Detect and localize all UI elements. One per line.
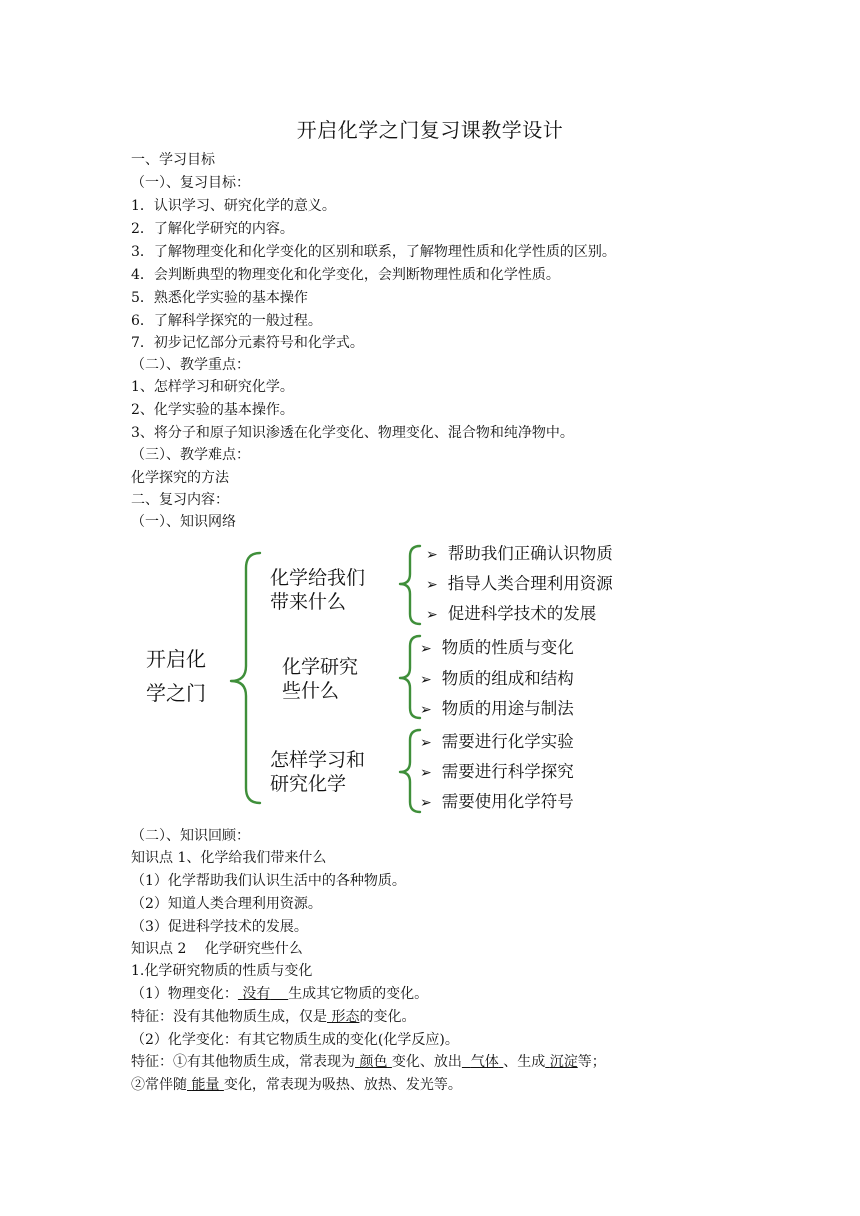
arrow-bullet-icon: ➢ <box>426 607 438 623</box>
subsection-difficulties: （三）、教学难点： <box>131 447 250 463</box>
text-segment: 变化，常表现为吸热、放热、发光等。 <box>223 1077 462 1093</box>
goal-item: 5．熟悉化学实验的基本操作 <box>131 290 308 306</box>
arrow-bullet-icon: ➢ <box>420 672 432 688</box>
filled-blank-text: 形态 <box>331 1009 360 1025</box>
mindmap-leaf-label: 需要使用化学符号 <box>441 792 574 811</box>
text-segment: 特征：没有其他物质生成，仅是 <box>131 1009 327 1025</box>
mindmap-branch-line: 研究化学 <box>270 773 347 795</box>
mindmap-leaf <box>420 668 574 691</box>
mindmap-leaf-label: 指导人类合理利用资源 <box>447 574 613 593</box>
filled-blank-text: 颜色 <box>359 1054 388 1070</box>
chemical-change-feature-2 <box>131 1075 462 1095</box>
text-segment: 特征：①有其他物质生成，常表现为 <box>131 1054 355 1070</box>
knowledge-point-1-title: 知识点 1、化学给我们带来什么 <box>131 850 327 866</box>
mindmap-branch-1 <box>270 566 365 614</box>
key-point-item: 1、怎样学习和研究化学。 <box>131 379 294 395</box>
arrow-bullet-icon: ➢ <box>420 702 432 718</box>
arrow-bullet-icon: ➢ <box>420 765 432 781</box>
arrow-bullet-icon: ➢ <box>426 577 438 593</box>
knowledge-point-item: （1）化学帮助我们认识生活中的各种物质。 <box>131 873 406 889</box>
mindmap-root-line: 学之门 <box>146 681 206 705</box>
mindmap-leaf-label: 需要进行科学探究 <box>441 762 574 781</box>
filled-blank <box>327 1009 359 1025</box>
key-point-item: 2、化学实验的基本操作。 <box>131 402 294 418</box>
text-segment: 的变化。 <box>359 1009 416 1025</box>
filled-blank-text: 能量 <box>191 1077 220 1093</box>
knowledge-point-2-title: 知识点 2 化学研究些什么 <box>131 941 303 957</box>
subsection-knowledge-review: （二）、知识回顾： <box>131 828 250 844</box>
mindmap-leaf-label: 帮助我们正确认识物质 <box>447 544 613 563</box>
knowledge-point-2-subheading: 1.化学研究物质的性质与变化 <box>131 963 313 979</box>
subsection-knowledge-network: （一）、知识网络 <box>131 514 236 530</box>
filled-blank <box>238 986 288 1002</box>
mindmap-root <box>146 642 206 710</box>
section-heading-goals: 一、学习目标 <box>131 152 215 168</box>
brace-branch-2 <box>400 636 420 718</box>
mindmap-leaf-label: 促进科学技术的发展 <box>447 604 597 623</box>
text-segment: ②常伴随 <box>131 1077 187 1093</box>
arrow-bullet-icon: ➢ <box>420 641 432 657</box>
mindmap-leaf-label: 物质的组成和结构 <box>441 669 574 688</box>
arrow-bullet-icon: ➢ <box>420 795 432 811</box>
mindmap-branch-line: 化学给我们 <box>270 567 366 589</box>
mindmap-leaf-label: 物质的用途与制法 <box>441 699 574 718</box>
filled-blank <box>355 1054 392 1070</box>
mindmap-braces <box>138 538 698 822</box>
mindmap-root-line: 开启化 <box>146 647 206 671</box>
knowledge-point-item: （3）促进科学技术的发展。 <box>131 919 308 935</box>
mindmap-leaf-label: 物质的性质与变化 <box>441 638 574 657</box>
mindmap-branch-3 <box>270 748 365 796</box>
brace-branch-3 <box>400 730 420 812</box>
goal-item: 4．会判断典型的物理变化和化学变化，会判断物理性质和化学性质。 <box>131 267 560 283</box>
subsection-review-goals: （一）、复习目标： <box>131 175 250 191</box>
mindmap-leaf <box>420 761 574 784</box>
knowledge-network-diagram <box>138 538 698 822</box>
mindmap-branch-line: 怎样学习和 <box>270 749 366 771</box>
filled-blank <box>545 1054 577 1070</box>
filled-blank <box>187 1077 224 1093</box>
filled-blank-text: 没有 <box>242 986 271 1002</box>
goal-item: 3．了解物理变化和化学变化的区别和联系，了解物理性质和化学性质的区别。 <box>131 244 616 260</box>
mindmap-leaf <box>420 637 574 660</box>
mindmap-leaf <box>426 603 596 626</box>
document-title: 开启化学之门复习课教学设计 <box>296 118 564 142</box>
brace-branch-1 <box>400 546 420 624</box>
difficulty-item: 化学探究的方法 <box>131 470 229 486</box>
filled-blank-text: 沉淀 <box>549 1054 578 1070</box>
chemical-change-feature <box>131 1052 606 1072</box>
text-segment: 等； <box>577 1054 606 1070</box>
chemical-change-definition: （2）化学变化：有其它物质生成的变化(化学反应)。 <box>131 1032 459 1048</box>
text-segment: 变化、放出 <box>391 1054 462 1070</box>
goal-item: 6．了解科学探究的一般过程。 <box>131 313 322 329</box>
section-heading-content: 二、复习内容： <box>131 492 229 508</box>
mindmap-leaf <box>420 698 574 721</box>
mindmap-leaf <box>426 543 613 566</box>
key-point-item: 3、将分子和原子知识渗透在化学变化、物理变化、混合物和纯净物中。 <box>131 425 574 441</box>
filled-blank-text: 气体 <box>470 1054 499 1070</box>
main-brace <box>231 553 260 803</box>
mindmap-leaf-label: 需要进行化学实验 <box>441 732 574 751</box>
text-segment: （1）物理变化： <box>131 986 238 1002</box>
knowledge-point-item: （2）知道人类合理利用资源。 <box>131 896 322 912</box>
mindmap-branch-line: 带来什么 <box>270 591 347 613</box>
mindmap-leaf <box>426 573 613 596</box>
subsection-key-points: （二）、教学重点： <box>131 357 250 373</box>
text-segment: 生成其它物质的变化。 <box>288 986 429 1002</box>
goal-item: 7．初步记忆部分元素符号和化学式。 <box>131 335 364 351</box>
goal-item: 1．认识学习、研究化学的意义。 <box>131 198 336 214</box>
mindmap-leaf <box>420 791 574 814</box>
mindmap-branch-line: 些什么 <box>282 680 340 702</box>
filled-blank <box>462 1054 503 1070</box>
goal-item: 2．了解化学研究的内容。 <box>131 221 294 237</box>
arrow-bullet-icon: ➢ <box>426 547 438 563</box>
text-segment: 、生成 <box>503 1054 546 1070</box>
physical-change-definition <box>131 984 428 1004</box>
mindmap-branch-2 <box>282 655 358 703</box>
mindmap-branch-line: 化学研究 <box>282 656 359 678</box>
arrow-bullet-icon: ➢ <box>420 735 432 751</box>
physical-change-feature <box>131 1007 415 1027</box>
mindmap-leaf <box>420 731 574 754</box>
